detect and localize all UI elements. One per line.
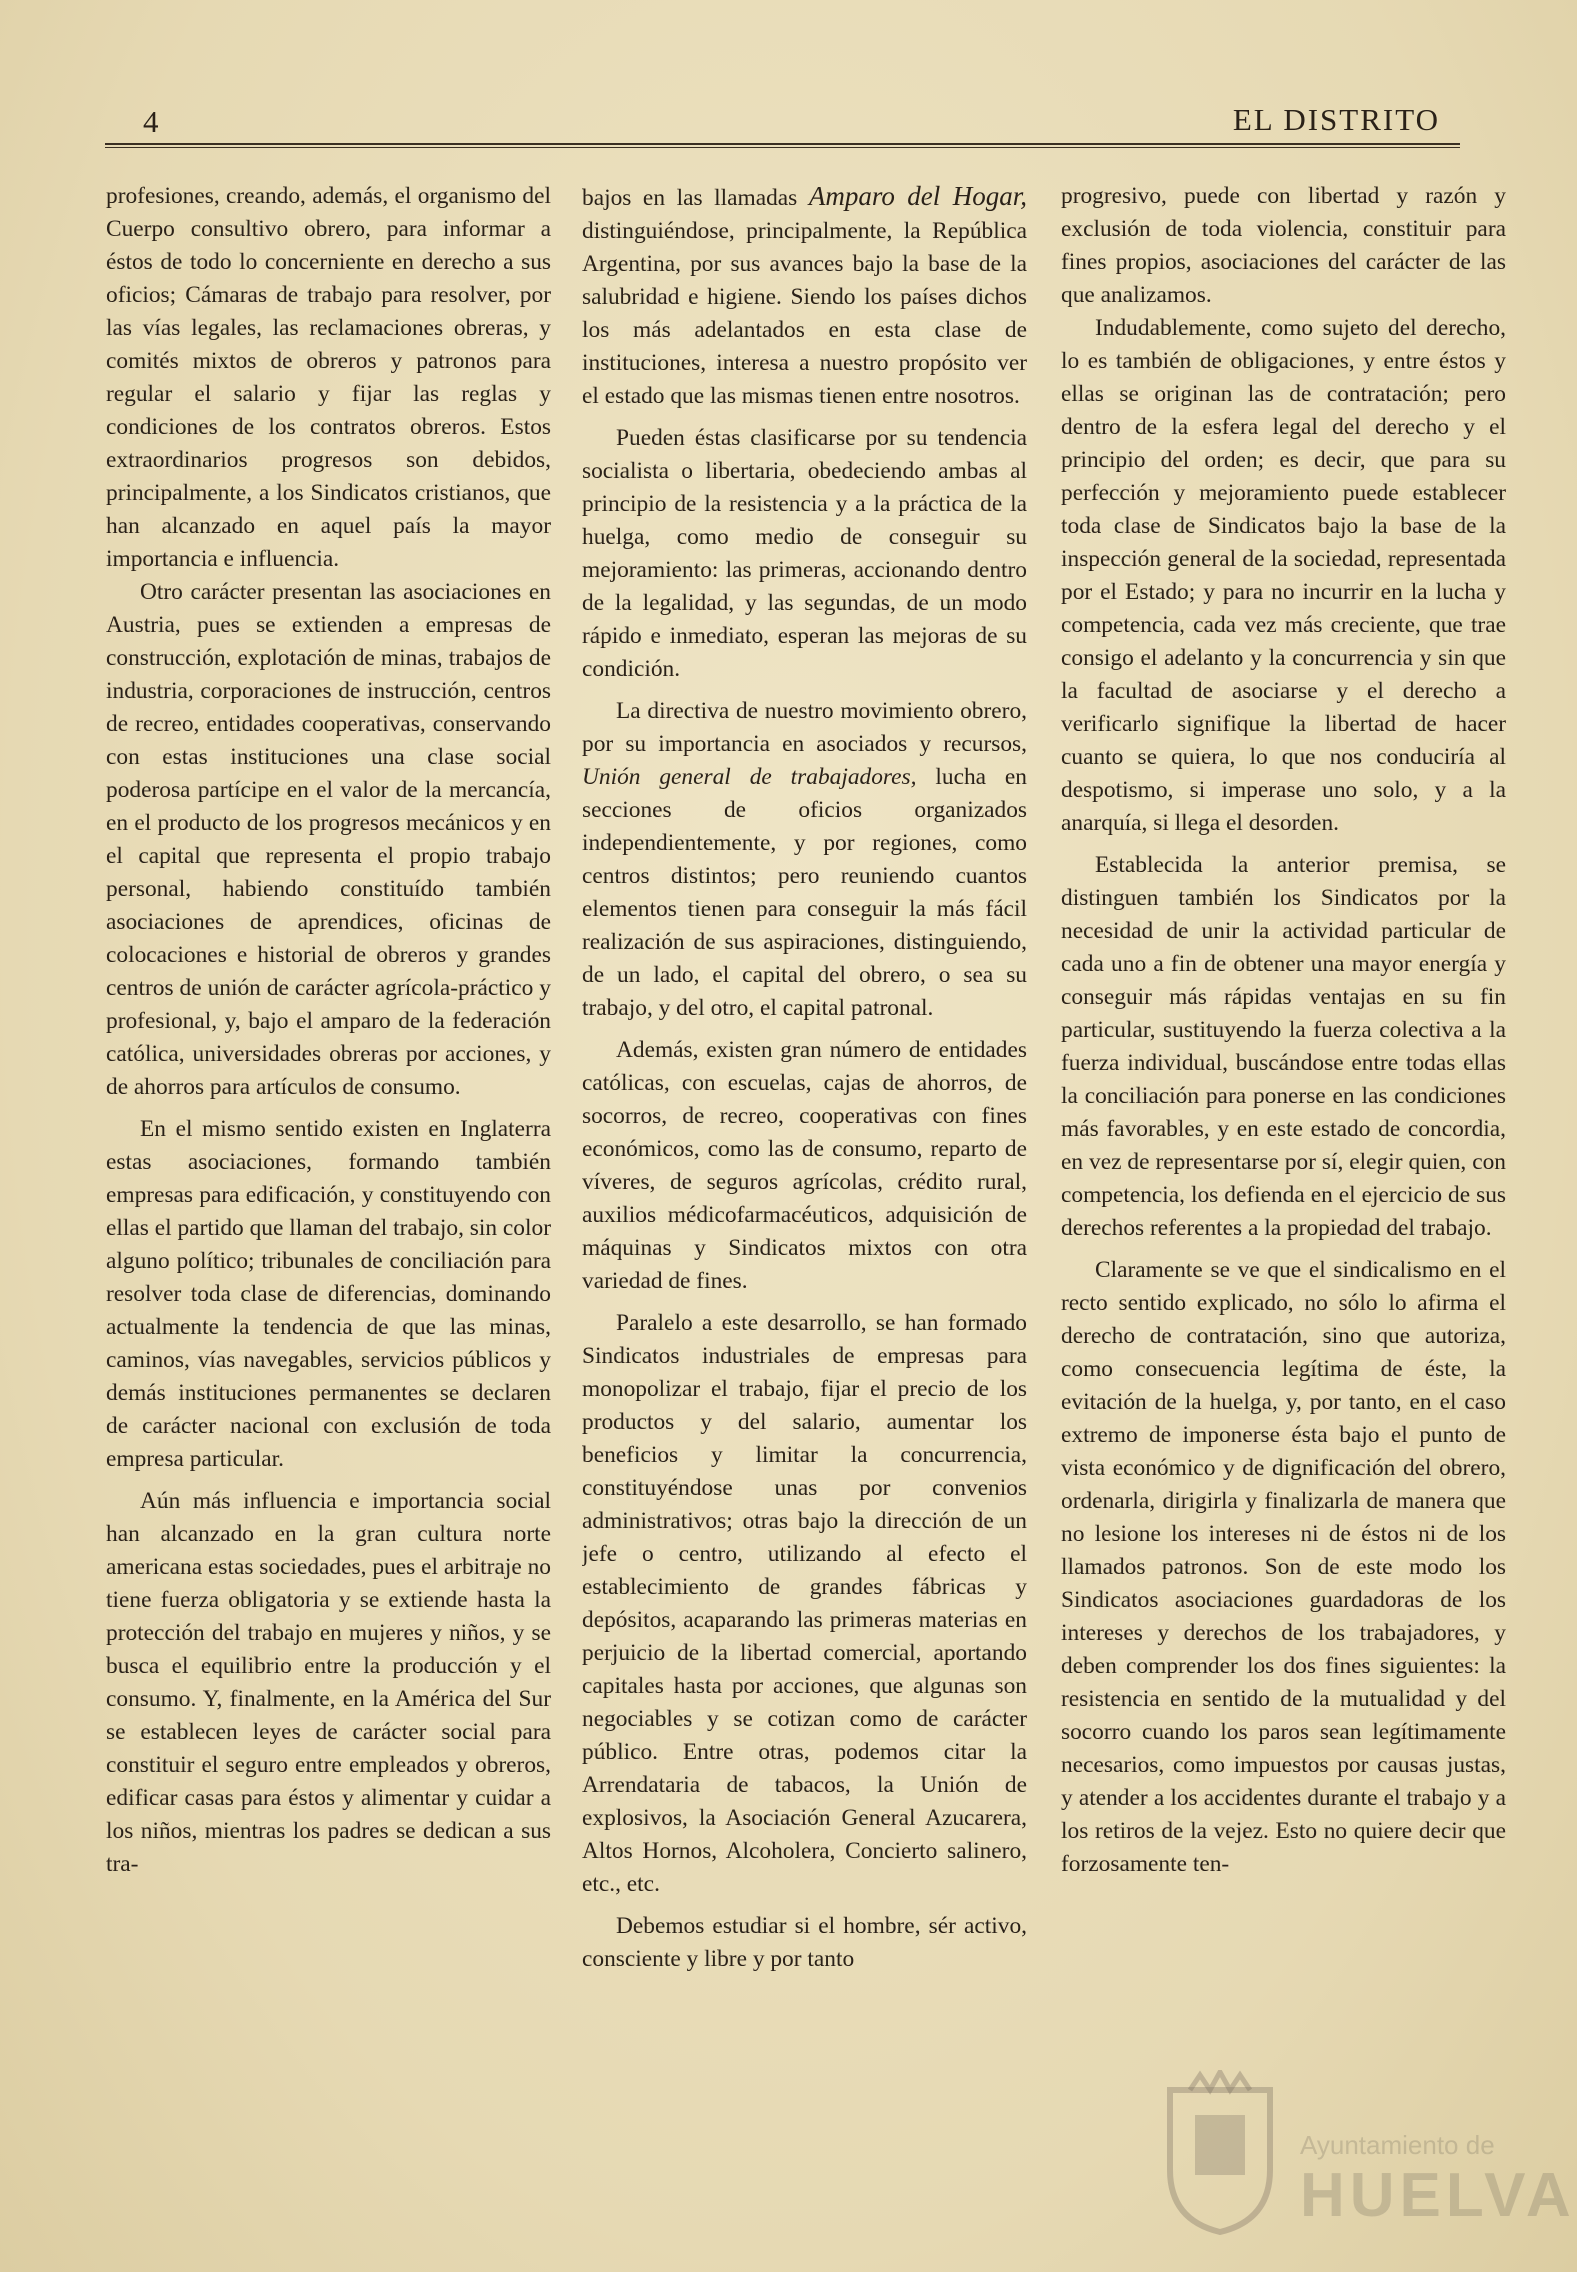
paragraph: Debemos estudiar si el hombre, sér activo, consciente y libre y por tanto xyxy=(582,1913,1027,1972)
journal-title: EL DISTRITO xyxy=(1232,102,1440,137)
crest-icon xyxy=(1160,2070,1280,2235)
paragraph: profesiones, creando, además, el organismo del Cuerpo consultivo obrero, para informar a éstos de todo lo concerniente en derecho a sus oficios; Cámaras de trabajo para resolver, por las vías legales, las reclamaciones obreras, y comités mixtos de obreros y patronos para regular el salario y fijar las reglas y condiciones de los contratos obreros. Estos extraordinarios progresos son debidos, principalmente, a los Sindicatos cristianos, que han alcanzado en aquel país la mayor importancia e influencia. xyxy=(106,183,551,572)
page-header xyxy=(105,98,1460,148)
watermark-line-2: HUELVA xyxy=(1300,2161,1576,2230)
paragraph: La directiva de nuestro movimiento obrero, por su importancia en asociados y recursos, Unión general de trabajadores, lucha en secciones de oficios organizados independientemente, y por regiones, como centros distintos; pero reuniendo cuantos elementos tienen para conseguir la más fácil realización de sus aspiraciones, distinguiendo, de un lado, el capital del obrero, o sea su trabajo, y del otro, el capital patronal. xyxy=(582,698,1027,1021)
text-column-1 xyxy=(106,180,551,2130)
italic-title-union: Unión general de trabajadores, xyxy=(582,764,917,790)
paragraph: Pueden éstas clasificarse por su tendencia socialista o libertaria, obedeciendo ambas al principio de la resistencia y a la práctica de la huelga, como medio de conseguir su mejoramiento: las primeras, accionando dentro de la legalidad, y las segundas, de un modo rápido e inmediato, esperan las mejoras de su condición. xyxy=(582,425,1027,682)
watermark-line-1: Ayuntamiento de xyxy=(1300,2130,1495,2160)
paragraph: En el mismo sentido existen en Inglaterra estas asociaciones, formando también empresas para edificación, y constituyendo con ellas el partido que llaman del trabajo, sin color alguno político; tribunales de conciliación para resolver toda clase de diferencias, dominando actualmente la tendencia de que las minas, caminos, vías navegables, servicios públicos y demás instituciones permanentes se declaren de carácter nacional con exclusión de toda empresa particular. xyxy=(106,1116,551,1472)
header-rule xyxy=(105,143,1460,148)
paragraph: Otro carácter presentan las asociaciones en Austria, pues se extienden a empresas de construcción, explotación de minas, trabajos de industria, corporaciones de instrucción, centros de recreo, entidades cooperativas, conservando con estas instituciones una clase social poderosa partícipe en el valor de la mercancía, en el producto de los progresos mecánicos y en el capital que representa el propio trabajo personal, habiendo constituído también asociaciones de aprendices, oficinas de colocaciones e historial de obreros y grandes centros de unión de carácter agrícola-práctico y profesional, y, bajo el amparo de la federación católica, universidades obreras por acciones, y de ahorros para artículos de consumo. xyxy=(106,579,551,1100)
paragraph: Además, existen gran número de entidades católicas, con escuelas, cajas de ahorros, de socorros, de recreo, cooperativas con fines económicos, como las de consumo, reparto de víveres, de seguros agrícolas, crédito rural, auxilios médicofarmacéuticos, adquisición de máquinas y Sindicatos mixtos con otra variedad de fines. xyxy=(582,1037,1027,1294)
text-column-2 xyxy=(582,180,1027,2130)
paragraph: bajos en las llamadas Amparo del Hogar, distinguiéndose, principalmente, la República Argentina, por sus avances bajo la base de la salubridad e higiene. Siendo los países dichos los más adelantados en esta clase de instituciones, interesa a nuestro propósito ver el estado que las mismas tienen entre nosotros. xyxy=(582,181,1027,409)
italic-title-amparo: Amparo del Hogar, xyxy=(808,181,1027,211)
paragraph: Paralelo a este desarrollo, se han formado Sindicatos industriales de empresas para monopolizar el trabajo, fijar el precio de los productos y del salario, aumentar los beneficios y limitar la concurrencia, constituyéndose unas por convenios administrativos; otras bajo la dirección de un jefe o centro, utilizando al efecto el establecimiento de grandes fábricas y depósitos, acaparando las primeras materias en perjuicio de la libertad comercial, aportando capitales hasta por acciones, que algunas son negociables y se cotizan como de carácter público. Entre otras, podemos citar la Arrendataria de tabacos, la Unión de explosivos, la Asociación General Azucarera, Altos Hornos, Alcoholera, Concierto salinero, etc., etc. xyxy=(582,1310,1027,1897)
paragraph: Indudablemente, como sujeto del derecho, lo es también de obligaciones, y entre éstos y ellas se originan las de contratación; pero dentro de la esfera legal del derecho y el principio del orden; es decir, que para su perfección y mejoramiento puede establecer toda clase de Sindicatos bajo la base de la inspección general de la sociedad, representada por el Estado; y para no incurrir en la lucha y competencia, cada vez más creciente, que trae consigo el adelanto y la concurrencia y sin que la facultad de asociarse y el derecho a verificarlo signifique la libertad de hacer cuanto se quiera, lo que nos conduciría al despotismo, si imperase uno solo, y a la anarquía, si llega el desorden. xyxy=(1061,315,1506,836)
paragraph: Claramente se ve que el sindicalismo en el recto sentido explicado, no sólo lo afirma el derecho de contratación, sino que autoriza, como consecuencia legítima de éste, la evitación de la huelga, y, por tanto, en el caso extremo de imponerse ésta bajo el punto de vista económico y de dignificación del obrero, ordenarla, dirigirla y finalizarla de manera que no lesione los intereses ni de éstos ni de los llamados patronos. Son de este modo los Sindicatos asociaciones guardadoras de los intereses y derechos de los trabajadores, y deben comprender los dos fines siguientes: la resistencia en sentido de la mutualidad y del socorro cuando los paros sean legítimamente necesarios, como impuestos por causas justas, y atender a los accidentes durante el trabajo y a los retiros de la vejez. Esto no quiere decir que forzosamente ten- xyxy=(1061,1257,1506,1877)
paragraph: progresivo, puede con libertad y razón y exclusión de toda violencia, constituir para fines propios, asociaciones del carácter de las que analizamos. xyxy=(1061,183,1506,308)
text-column-3 xyxy=(1061,180,1506,2130)
paragraph: Establecida la anterior premisa, se distinguen también los Sindicatos por la necesidad de unir la actividad particular de cada uno a fin de obtener una mayor energía y conseguir más rápidas ventajas en su fin particular, sustituyendo la fuerza colectiva a la fuerza individual, buscándose entre todas ellas la conciliación para ponerse en las condiciones más favorables, y en este estado de concordia, en vez de representarse por sí, elegir quien, con competencia, los defienda en el ejercicio de sus derechos referentes a la propiedad del trabajo. xyxy=(1061,852,1506,1241)
archive-watermark xyxy=(1160,2060,1576,2250)
paragraph: Aún más influencia e importancia social han alcanzado en la gran cultura norte americana estas sociedades, pues el arbitraje no tiene fuerza obligatoria y se extiende hasta la protección del trabajo en mujeres y niños, y se busca el equilibrio entre la producción y el consumo. Y, finalmente, en la América del Sur se establecen leyes de carácter social para constituir el seguro entre empleados y obreros, edificar casas para éstos y alimentar y cuidar a los niños, mientras los padres se dedican a sus tra- xyxy=(106,1488,551,1877)
page-number: 4 xyxy=(143,104,159,139)
